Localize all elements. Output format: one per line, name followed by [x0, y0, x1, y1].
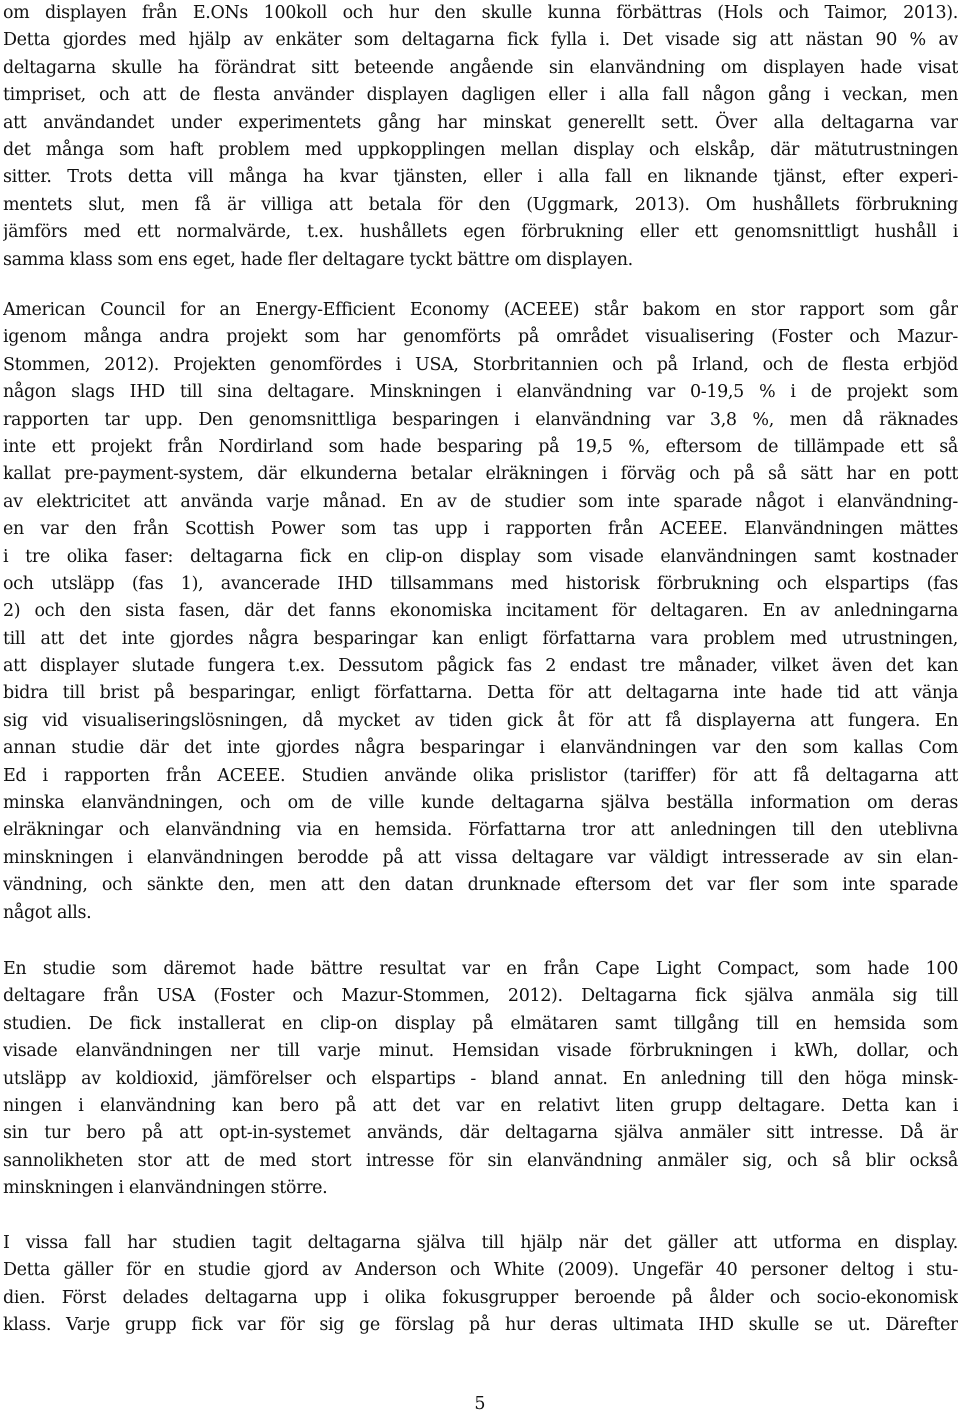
- text-line: i tre olika faser: deltagarna fick en clip-on display som visade elanvändningen samt kostnader: [3, 546, 958, 567]
- paragraph-e-on-display-study: [3, 0, 958, 274]
- text-line: sin tur bero på att opt-in-systemet används, där deltagarna själva anmäler sitt intresse. Då är: [3, 1123, 958, 1144]
- text-line: bidra till brist på besparingar, enligt författarna. Detta för att deltagarna inte hade tid att vänja: [3, 683, 958, 704]
- text-line: Detta gäller för en studie gjord av Anderson och White (2009). Ungefär 40 personer deltog i stu-: [3, 1260, 958, 1281]
- text-line: rapporten tar upp. Den genomsnittliga besparingen i elanvändning var 3,8 %, men då räknades: [3, 409, 958, 430]
- text-line: minskningen i elanvändningen större.: [3, 1178, 328, 1199]
- text-line: Stommen, 2012). Projekten genomfördes i USA, Storbritannien och på Irland, och de flesta erbjöd: [3, 354, 958, 375]
- text-line: något alls.: [3, 902, 92, 923]
- text-line: mentets slut, men få är villiga att betala för den (Uggmark, 2013). Om hushållets förbrukning: [3, 194, 958, 215]
- text-line: Ed i rapporten från ACEEE. Studien använde olika prislistor (tariffer) för att få deltagarna att: [3, 765, 958, 786]
- text-line: American Council for an Energy-Efficient Economy (ACEEE) står bakom en stor rapport som går: [3, 300, 958, 320]
- text-line: deltagarna skulle ha förändrat sitt beteende angående sin elanvändning om displayen hade visat: [3, 57, 958, 78]
- text-line: till att det inte gjordes några besparingar kan enligt författarna vara problem med utrustningen,: [3, 628, 958, 649]
- text-line: En studie som däremot hade bättre resultat var en från Cape Light Compact, som hade 100: [3, 959, 958, 979]
- text-line: att användandet under experimentets gång har minskat generellt sett. Över alla deltagarna var: [3, 112, 958, 133]
- text-line: Detta gjordes med hjälp av enkäter som deltagarna fick fylla i. Det visade sig att nästan 90 % av: [3, 30, 958, 51]
- text-line: någon slags IHD till sina deltagare. Minskningen i elanvändning var 0-19,5 % i de projekt som: [3, 382, 958, 403]
- text-line: minska elanvändningen, och om de ville kunde deltagarna själva beställa information om deras: [3, 793, 958, 814]
- text-line: sitter. Trots detta vill många ha kvar tjänsten, eller i alla fall en liknande tjänst, efter experi-: [3, 167, 958, 188]
- text-line: det många som haft problem med uppkopplingen mellan display och elskåp, där mätutrustningen: [3, 139, 958, 160]
- text-line: en var den från Scottish Power som tas upp i rapporten från ACEEE. Elanvändningen mättes: [3, 519, 958, 540]
- text-line: om displayen från E.ONs 100koll och hur den skulle kunna förbättras (Hols och Taimor, 2013).: [3, 3, 958, 23]
- paragraph-cape-light-compact: [3, 956, 958, 1203]
- text-line: vändning, och sänkte den, men att den datan drunknade eftersom det var fler som inte sparade: [3, 875, 958, 896]
- text-line: kallat pre-payment-system, där elkunderna betalar elräkningen i förväg och på så sätt har en pott: [3, 464, 958, 485]
- page-number: 5: [474, 1394, 486, 1414]
- text-line: igenom många andra projekt som har genomförts på området visualisering (Foster och Mazur-: [3, 327, 958, 348]
- text-line: att displayer slutade fungera t.ex. Dessutom pågick fas 2 endast tre månader, vilket även det kan: [3, 656, 958, 677]
- text-line: deltagare från USA (Foster och Mazur-Stommen, 2012). Deltagarna fick själva anmäla sig till: [3, 986, 958, 1007]
- text-line: elräkningar och elanvändning via en hemsida. Författarna tror att anledningen till den uteblivna: [3, 820, 958, 841]
- text-line: och utsläpp (fas 1), avancerade IHD tillsammans med historisk förbrukning och elspartips (fas: [3, 573, 958, 594]
- text-line: dien. Först delades deltagarna upp i olika fokusgrupper beroende på ålder och socio-ekonomisk: [3, 1287, 958, 1308]
- text-line: sig vid visualiseringslösningen, då mycket av tiden gick åt för att få displayerna att fungera. En: [3, 710, 958, 731]
- text-line: av elektricitet att använda varje månad. En av de studier som inte sparade något i elanvändning-: [3, 491, 958, 512]
- text-line: timpriset, och att de flesta använder displayen dagligen eller i alla fall någon gång i veckan, men: [3, 85, 958, 106]
- text-line: I vissa fall har studien tagit deltagarna själva till hjälp när det gäller att utforma en display.: [3, 1233, 958, 1253]
- text-line: annan studie där det inte gjordes några besparingar i elanvändningen var den som kallas Com: [3, 738, 958, 759]
- paragraph-aceee-report: [3, 297, 958, 927]
- text-line: sannolikheten stor att de med stort intresse för sin elanvändning anmäler sig, och så blir också: [3, 1150, 958, 1171]
- text-line: jämförs med ett normalvärde, t.ex. hushållets egen förbrukning eller ett genomsnittligt hushåll i: [3, 222, 958, 243]
- text-line: inte ett projekt från Nordirland som hade besparing på 19,5 %, eftersom de tillämpade ett så: [3, 436, 958, 457]
- text-line: klass. Varje grupp fick var för sig ge förslag på hur deras ultimata IHD skulle se ut. Därefter: [3, 1315, 958, 1336]
- text-line: 2) och den sista fasen, där det fanns ekonomiska incitament för deltagaren. En av anledningarna: [3, 601, 958, 622]
- text-line: samma klass som ens eget, hade fler deltagare tyckt bättre om displayen.: [3, 249, 633, 270]
- text-line: ningen i elanvändning kan bero på att det var en relativt liten grupp deltagare. Detta kan i: [3, 1095, 958, 1116]
- text-line: studien. De fick installerat en clip-on display på elmätaren samt tillgång till en hemsida som: [3, 1013, 958, 1034]
- paragraph-anderson-white: [3, 1230, 958, 1340]
- text-line: visade elanvändningen ner till varje minut. Hemsidan visade förbrukningen i kWh, dollar, och: [3, 1041, 958, 1062]
- text-line: utsläpp av koldioxid, jämförelser och elspartips - bland annat. En anledning till den höga minsk-: [3, 1068, 958, 1089]
- text-line: minskningen i elanvändningen berodde på att vissa deltagare var väldigt intresserade av sin elan-: [3, 847, 958, 868]
